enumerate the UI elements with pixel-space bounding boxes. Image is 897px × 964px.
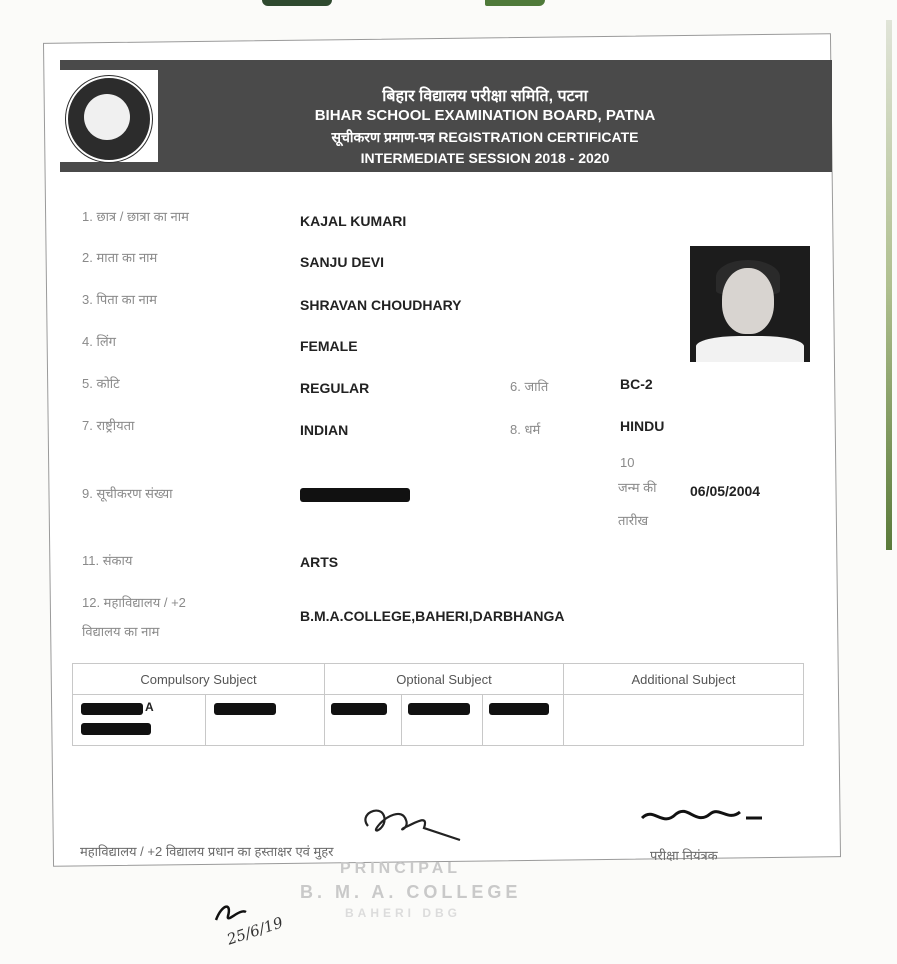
handwritten-date: 25/6/19 bbox=[224, 913, 286, 949]
caste-value: BC-2 bbox=[620, 376, 653, 392]
college-label-line1: 12. महाविद्यालय / +2 bbox=[82, 595, 186, 610]
english-board-title: BIHAR SCHOOL EXAMINATION BOARD, PATNA bbox=[314, 107, 656, 124]
faculty-value: ARTS bbox=[300, 554, 339, 570]
father-name-label: 3. पिता का नाम bbox=[82, 292, 157, 307]
stamp-line-2: B. M. A. COLLEGE bbox=[300, 882, 522, 902]
principal-caption: महाविद्यालय / +2 विद्यालय प्रधान का हस्ताक्षर एवं मुहर bbox=[80, 844, 334, 859]
controller-signature bbox=[636, 800, 766, 836]
stamp-line-3: BAHERI DBG bbox=[345, 906, 462, 920]
optional-subject-cell-1 bbox=[325, 695, 402, 746]
dob-value: 06/05/2004 bbox=[690, 483, 761, 499]
student-name-label: 1. छात्र / छात्रा का नाम bbox=[82, 209, 189, 224]
gender-value: FEMALE bbox=[300, 338, 358, 354]
principal-signature bbox=[350, 796, 470, 848]
compulsory-subject-header: Compulsory Subject bbox=[73, 664, 325, 695]
gender-label: 4. लिंग bbox=[82, 334, 116, 349]
background-edge bbox=[886, 20, 892, 550]
religion-value: HINDU bbox=[620, 418, 665, 434]
photo-face bbox=[722, 268, 774, 334]
redacted-subject-code bbox=[331, 703, 387, 715]
background-object bbox=[262, 0, 332, 6]
optional-subject-cell-2 bbox=[402, 695, 483, 746]
board-seal-center bbox=[84, 94, 130, 140]
additional-subject-header: Additional Subject bbox=[564, 664, 804, 695]
background-object bbox=[485, 0, 545, 6]
controller-caption: परीक्षा नियंत्रक bbox=[650, 848, 718, 863]
dob-label-line1: जन्म की bbox=[618, 480, 657, 495]
redacted-subject-code bbox=[214, 703, 276, 715]
redacted-subject-code bbox=[81, 703, 143, 715]
nationality-value: INDIAN bbox=[300, 422, 349, 438]
student-name-value: KAJAL KUMARI bbox=[300, 213, 407, 229]
category-label: 5. कोटि bbox=[82, 376, 120, 391]
hindi-board-title: बिहार विद्यालय परीक्षा समिति, पटना bbox=[382, 88, 588, 105]
father-name-value: SHRAVAN CHOUDHARY bbox=[300, 297, 462, 313]
mother-name-label: 2. माता का नाम bbox=[82, 250, 158, 265]
photo-collar bbox=[696, 336, 804, 362]
mother-name-value: SANJU DEVI bbox=[300, 254, 385, 270]
nationality-label: 7. राष्ट्रीयता bbox=[82, 418, 135, 433]
redacted-registration-number bbox=[300, 488, 410, 502]
redacted-subject-code bbox=[489, 703, 549, 715]
subjects-table bbox=[72, 663, 804, 746]
dob-label-line2: तारीख bbox=[618, 513, 649, 528]
dob-label-number: 10 bbox=[620, 455, 635, 470]
redacted-subject-code bbox=[81, 723, 151, 735]
compulsory-subject-cell-1 bbox=[73, 695, 206, 746]
religion-label: 8. धर्म bbox=[510, 422, 541, 437]
college-label-line2: विद्यालय का नाम bbox=[82, 624, 160, 639]
college-value: B.M.A.COLLEGE,BAHERI,DARBHANGA bbox=[300, 608, 565, 624]
caste-label: 6. जाति bbox=[510, 379, 549, 394]
stamp-line-1: PRINCIPAL bbox=[340, 860, 462, 877]
category-value: REGULAR bbox=[300, 380, 370, 396]
compulsory-subject-cell-2 bbox=[206, 695, 325, 746]
subject-code-suffix: A bbox=[145, 700, 154, 714]
redacted-subject-code bbox=[408, 703, 470, 715]
registration-label: 9. सूचीकरण संख्या bbox=[82, 486, 173, 501]
faculty-label: 11. संकाय bbox=[82, 553, 133, 568]
additional-subject-cell bbox=[564, 695, 804, 746]
certificate-title: सूचीकरण प्रमाण-पत्र REGISTRATION CERTIFICATE bbox=[331, 129, 639, 145]
optional-subject-cell-3 bbox=[483, 695, 564, 746]
optional-subject-header: Optional Subject bbox=[325, 664, 564, 695]
session-title: INTERMEDIATE SESSION 2018 - 2020 bbox=[360, 150, 610, 166]
